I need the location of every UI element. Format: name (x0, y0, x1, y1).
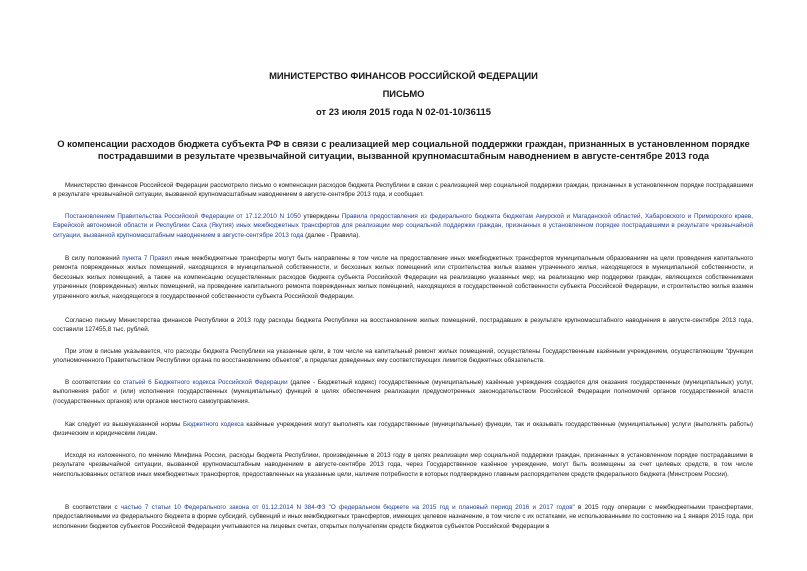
paragraph-4: Согласно письму Министерства финансов Республики в 2013 году расходы бюджета Республики на восстановление жилых помещений, пострадавших в результате крупномасштабного наводнения в августе-сентябре 2013 года, составили 127455,8 тыс. рублей. (53, 317, 753, 334)
paragraph-3-lead: В силу положений (65, 255, 123, 262)
paragraph-9 (53, 503, 753, 531)
paragraph-1: Министерство финансов Российской Федерации рассмотрело письмо о компенсации расходов бюджета Республики в связи с реализацией мер социальной поддержки граждан, признанных в установленном порядке пострадавшими в результате чрезвычайной ситуации, вызванной крупномасштабным наводнением в августе-сентябре 2013 года, и сообщает. (53, 182, 753, 199)
paragraph-6-text: (далее - Бюджетный кодекс) государственные (муниципальные) казённые учреждения создаются для оказания государственных (муниципальных) услуг, выполнения работ и (или) исполнения государственных (муниципальных) функций в целях обеспечения реализации предусмотренных законодательством Российской Федерации полномочий органов государственной власти (государственных органов) или органов местного самоуправления. (53, 379, 753, 405)
paragraph-6 (53, 378, 753, 406)
document-date-number: от 23 июля 2015 года N 02-01-10/36115 (316, 106, 491, 117)
paragraph-7 (53, 420, 753, 439)
resolution-1050-link[interactable]: Постановлением Правительства Российской Федерации от 17.12.2010 N 1050 (65, 213, 301, 220)
federal-law-384-link[interactable]: частью 7 статьи 10 Федерального закона от 01.12.2014 N 384-ФЗ "О федеральном бюджете на 2015 год и плановый период 2016 и 2017 годов" (120, 504, 575, 511)
paragraph-6-lead: В соответствии со (65, 379, 123, 386)
rules-link[interactable]: Правила предоставления из федерального бюджета бюджетам Амурской и Магаданской областей, Хабаровского и Приморского краев, Еврейской автономной области и Республики Саха (Якутия) иных межбюджетных трансфертов для реализации мер социальной поддержки граждан, признанных в установленном порядке пострадавшими в результате чрезвычайной ситуации, вызванной крупномасштабным наводнением в августе-сентябре 2013 года (53, 213, 754, 239)
issuing-organization: МИНИСТЕРСТВО ФИНАНСОВ РОССИЙСКОЙ ФЕДЕРАЦИИ (269, 70, 538, 81)
paragraph-9-lead: В соответствии с (65, 504, 121, 511)
budget-code-link[interactable]: Бюджетного кодекса (182, 421, 244, 428)
paragraph-9-text: в 2015 году операции с межбюджетными трансфертами, предоставляемыми из федерального бюджета в форме субсидий, субвенций и иных межбюджетных трансфертов, имеющих целевое назначение, в том числе с их остатками, не использованными по состоянию на 1 января 2015 года, при исполнении бюджетов субъектов Российской Федерации учитываются на лицевых счетах, открытых получателям средств бюджетов субъектов Российской Федерации в (53, 504, 753, 530)
paragraph-7-text: казённые учреждения могут выполнять как государственные (муниципальные) функции, так и оказывать государственные (муниципальные) услуги (выполнять работы) физическим и юридическим лицам. (53, 421, 754, 438)
document-subject: О компенсации расходов бюджета субъекта РФ в связи с реализацией мер социальной поддержки граждан, признанных в установленном порядке пострадавшими в результате чрезвычайной ситуации, вызванной крупномасштабным наводнением в августе-сентябре 2013 года (57, 138, 750, 161)
paragraph-3-text: иные межбюджетные трансферты могут быть направлены в том числе на предоставление иных межбюджетных трансфертов муниципальным образованиям на цели проведения капитального ремонта поврежденных жилых помещений, находящихся в муниципальной собственности, и бесхозных жилых помещений или строительства жилья взамен утраченного жилья, находящегося в муниципальной собственности, и бесхозных жилых помещений, а также на компенсацию осуществленных расходов бюджета субъекта Российской Федерации на реализацию указанных мер; на реализацию мер поддержки граждан, являющихся собственниками утраченных (поврежденных) жилых помещений, на проведение капитального ремонта поврежденных жилых помещений, находящихся в государственной собственности субъекта Российской Федерации, и строительство жилья взамен утраченного жилья, находящегося в государственной собственности субъекта Российской Федерации. (53, 255, 753, 300)
document-type: ПИСЬМО (382, 88, 425, 99)
paragraph-2-text: утверждены (300, 213, 342, 220)
paragraph-2 (53, 212, 753, 240)
paragraph-8: Исходя из изложенного, по мнению Минфина России, расходы бюджета Республики, произведенные в 2013 году в целях реализации мер социальной поддержки граждан, признанных в установленном порядке пострадавшими в результате чрезвычайной ситуации, вызванной крупномасштабным наводнением в августе-сентябре 2013 года, через Государственное казённое учреждение, могут быть возмещены за счет целевых средств, в том числе неиспользованных остатков иных межбюджетных трансфертов, предоставленных на указанные цели, наличие потребности в которых подтверждено главным распорядителем средств федерального бюджета (Минстроем России). (53, 452, 753, 478)
paragraph-7-lead: Как следует из вышеуказанной нормы (65, 421, 183, 428)
rules-item-7-link[interactable]: пункта 7 Правил (122, 255, 172, 262)
paragraph-5: При этом в письме указывается, что расходы бюджета Республики на указанные цели, в том числе на капитальный ремонт жилых помещений, осуществлены Государственным казённым учреждением, осуществляющим "функции уполномоченного Правительством Республики органа по восстановлению объектов", в пределах доведенных ему соответствующих лимитов бюджетных обязательств. (53, 348, 753, 365)
budget-code-article-6-link[interactable]: статьей 6 Бюджетного кодекса Российской Федерации (122, 379, 288, 386)
paragraph-3 (53, 254, 753, 301)
paragraph-2-tail: (далее - Правила). (303, 231, 361, 239)
